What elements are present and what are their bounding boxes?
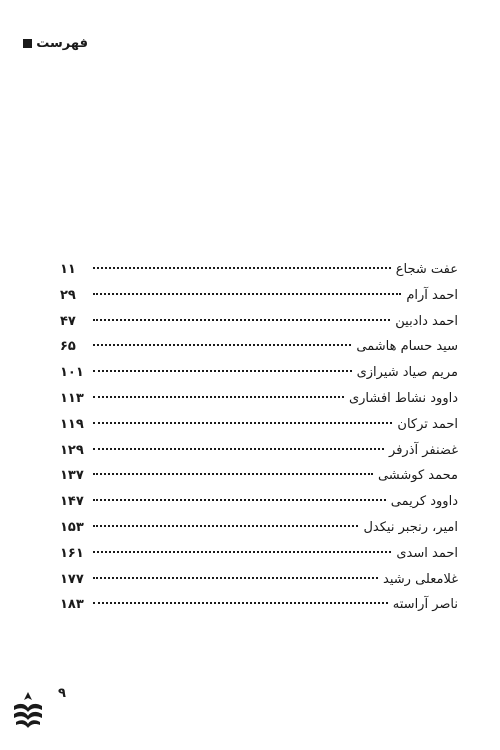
toc-entry-title: غضنفر آذرفر xyxy=(389,442,458,458)
toc-entry xyxy=(60,541,458,567)
dot-leader xyxy=(93,499,386,501)
dot-leader xyxy=(93,448,384,450)
dot-leader xyxy=(93,293,401,295)
dot-leader xyxy=(93,525,358,527)
toc-entry-page: ۲۹ xyxy=(60,287,76,303)
toc-entry-page: ۱۳۷ xyxy=(60,468,84,484)
dot-leader xyxy=(93,602,388,604)
dot-leader xyxy=(93,344,351,346)
toc-entry-page: ۱۴۷ xyxy=(60,494,84,510)
toc-entry xyxy=(60,257,458,283)
toc-entry-title: عفت شجاع xyxy=(395,262,458,277)
toc-entry xyxy=(60,438,458,464)
toc-entry-page: ۶۵ xyxy=(60,339,76,355)
toc-entry-title: داوود نشاط افشاری xyxy=(348,390,458,406)
dot-leader xyxy=(93,319,390,321)
toc-entry xyxy=(60,567,458,593)
toc-entry-title: مریم صیاد شیرازی xyxy=(356,365,458,381)
toc-entry-title: داوود کریمی xyxy=(390,494,458,510)
toc-entry-title: امیر، رنجبر نیکدل xyxy=(363,519,458,535)
toc-entry-page: ۱۱۳ xyxy=(60,390,84,406)
toc-entry-title: احمد آرام xyxy=(406,287,458,303)
toc-entry-page: ۱۶۱ xyxy=(60,545,84,561)
toc-entry xyxy=(60,386,458,412)
toc-entry-title: غلامعلی رشید xyxy=(383,571,458,587)
dot-leader xyxy=(93,396,344,398)
dot-leader xyxy=(93,267,391,269)
toc-entry-title: ناصر آراسته xyxy=(392,597,458,613)
toc-entry xyxy=(60,412,458,438)
table-of-contents xyxy=(60,257,458,618)
toc-entry xyxy=(60,463,458,489)
title-square-icon xyxy=(23,39,32,48)
toc-entry xyxy=(60,489,458,515)
toc-entry xyxy=(60,515,458,541)
toc-entry-page: ۱۷۷ xyxy=(60,571,84,587)
toc-entry-page: ۱۱۹ xyxy=(60,416,84,432)
dot-leader xyxy=(93,551,391,553)
publisher-logo-icon xyxy=(10,690,46,734)
toc-entry xyxy=(60,334,458,360)
dot-leader xyxy=(93,370,352,372)
dot-leader xyxy=(93,422,392,424)
dot-leader xyxy=(93,577,378,579)
toc-entry xyxy=(60,309,458,335)
toc-entry xyxy=(60,283,458,309)
toc-entry-title: احمد اسدی xyxy=(396,545,458,561)
toc-entry-page: ۱۰۱ xyxy=(60,365,84,381)
toc-entry-title: احمد دادبین xyxy=(395,313,458,329)
toc-entry-page: ۱۱ xyxy=(60,262,76,277)
toc-entry-page: ۴۷ xyxy=(60,313,76,329)
page-title xyxy=(23,36,88,51)
toc-entry-title: سید حسام هاشمی xyxy=(356,339,458,355)
page-number: ۹ xyxy=(58,686,66,701)
toc-entry-page: ۱۵۳ xyxy=(60,519,84,535)
toc-entry-title: محمد کوششی xyxy=(377,468,458,484)
toc-entry-page: ۱۸۳ xyxy=(60,597,84,613)
toc-entry-page: ۱۲۹ xyxy=(60,442,84,458)
dot-leader xyxy=(93,473,373,475)
toc-entry-title: احمد ترکان xyxy=(397,416,458,432)
page-title-text: فهرست xyxy=(36,36,88,51)
toc-entry xyxy=(60,592,458,618)
toc-entry xyxy=(60,360,458,386)
